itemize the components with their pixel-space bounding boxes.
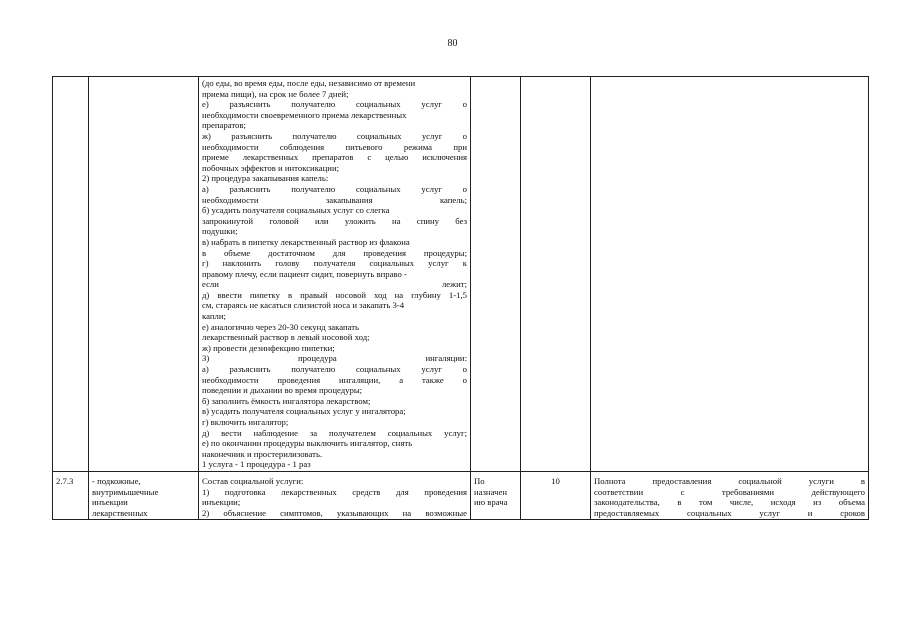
text-line: приема пищи), на срок не более 7 дней; bbox=[202, 88, 349, 99]
text-line: необходимости своевременного приема лекарственных bbox=[202, 109, 407, 120]
text-line: в) набрать в пипетку лекарственный раствор из флакона bbox=[202, 236, 410, 247]
table-row bbox=[53, 471, 869, 519]
code-cell: 2.7.3 bbox=[53, 471, 89, 519]
quality-cell bbox=[591, 77, 869, 472]
text-line: капли; bbox=[202, 311, 226, 322]
quality-cell bbox=[591, 471, 869, 519]
text-line: побочных эффектов и интоксикации; bbox=[202, 162, 340, 173]
service-description-cell bbox=[199, 471, 471, 519]
text-line: г) включить ингалятор; bbox=[202, 417, 289, 427]
text-line: 2) процедура закапывания капель: bbox=[202, 173, 329, 184]
service-description-cell bbox=[199, 77, 471, 472]
text-line: б) усадить получателя социальных услуг со слегка bbox=[202, 205, 390, 216]
text-line: ж) провести дезинфекцию пипетки; bbox=[202, 342, 335, 353]
text-line: е) разъяснить получателю социальных услуг о bbox=[202, 99, 467, 110]
text-line: соответствии с требованиями действующего bbox=[594, 486, 865, 497]
text-line: По bbox=[474, 475, 485, 486]
text-line: б) заполнить ёмкость ингалятора лекарством; bbox=[202, 395, 371, 406]
text-line: Состав социальной услуги: bbox=[202, 475, 304, 486]
service-name-cell bbox=[89, 471, 199, 519]
text-line: 2) объяснение симптомов, указывающих на возможные bbox=[202, 507, 467, 518]
text-line: е) аналогично через 20-30 секунд закапать bbox=[202, 321, 360, 332]
text-line: в) усадить получателя социальных услуг у ингалятора; bbox=[202, 406, 406, 417]
page-number: 80 bbox=[447, 38, 458, 49]
text-line: Полнота предоставления социальной услуги в bbox=[594, 475, 865, 486]
volume-cell bbox=[521, 77, 591, 472]
text-line: назначен bbox=[474, 486, 507, 497]
text-line: необходимости закапывания капель; bbox=[202, 194, 467, 205]
text-line: приеме лекарственных препаратов с целью исключения bbox=[202, 152, 467, 163]
schedule-cell bbox=[471, 77, 521, 472]
text-line: поведении и дыхании во время процедуры; bbox=[202, 385, 363, 396]
text-line: препаратов; bbox=[202, 120, 246, 131]
text-line: д) ввести пипетку в правый носовой ход на глубину 1-1,5 bbox=[202, 289, 467, 300]
text-line: 1 услуга - 1 процедура - 1 раз bbox=[202, 459, 311, 470]
code-cell bbox=[53, 77, 89, 472]
text-line: подушки; bbox=[202, 226, 238, 237]
text-line: 3) процедура ингаляции: bbox=[202, 353, 467, 364]
text-line: необходимости соблюдения питьевого режима при bbox=[202, 141, 467, 152]
service-standards-table bbox=[52, 76, 869, 520]
text-line: инъекции bbox=[92, 497, 128, 508]
schedule-cell bbox=[471, 471, 521, 519]
text-line: внутримышечные bbox=[92, 486, 159, 497]
text-line: законодательства, в том числе, исходя из объема bbox=[594, 497, 865, 508]
text-line: а) разъяснить получателю социальных услуг о bbox=[202, 183, 467, 194]
text-line: е) по окончании процедуры выключить ингалятор, снять bbox=[202, 438, 413, 449]
text-line: см, стараясь не касаться слизистой носа и закапать 3-4 bbox=[202, 300, 405, 311]
text-line: запрокинутой головой или уложить на спину без bbox=[202, 215, 467, 226]
text-line: необходимости проведения ингаляции, а также о bbox=[202, 374, 467, 385]
text-line: наконечник и простерилизовать. bbox=[202, 448, 323, 459]
text-line: д) вести наблюдение за получателем социальных услуг; bbox=[202, 427, 467, 438]
text-line: а) разъяснить получателю социальных услуг о bbox=[202, 364, 467, 375]
text-line: г) наклонить голову получателя социальных услуг к bbox=[202, 258, 467, 269]
text-line: предоставляемых социальных услуг и сроков bbox=[594, 507, 865, 518]
text-line: правому плечу, если пациент сидит, повернуть вправо - bbox=[202, 268, 407, 279]
text-line: ию врача bbox=[474, 497, 508, 508]
service-name-cell bbox=[89, 77, 199, 472]
text-line: лекарственных bbox=[92, 507, 148, 518]
text-line: если лежит; bbox=[202, 279, 467, 290]
text-line: ж) разъяснить получателю социальных услуг о bbox=[202, 130, 467, 141]
text-line: в объеме достаточном для проведения процедуры; bbox=[202, 247, 467, 258]
volume-cell: 10 bbox=[521, 471, 591, 519]
text-line: (до еды, во время еды, после еды, независимо от времени bbox=[202, 78, 416, 88]
text-line: лекарственный раствор в левый носовой ход; bbox=[202, 332, 370, 343]
text-line: инъекции; bbox=[202, 497, 241, 508]
table-row bbox=[53, 77, 869, 472]
text-line: - подкожные, bbox=[92, 475, 141, 486]
text-line: 1) подготовка лекарственных средств для проведения bbox=[202, 486, 467, 497]
